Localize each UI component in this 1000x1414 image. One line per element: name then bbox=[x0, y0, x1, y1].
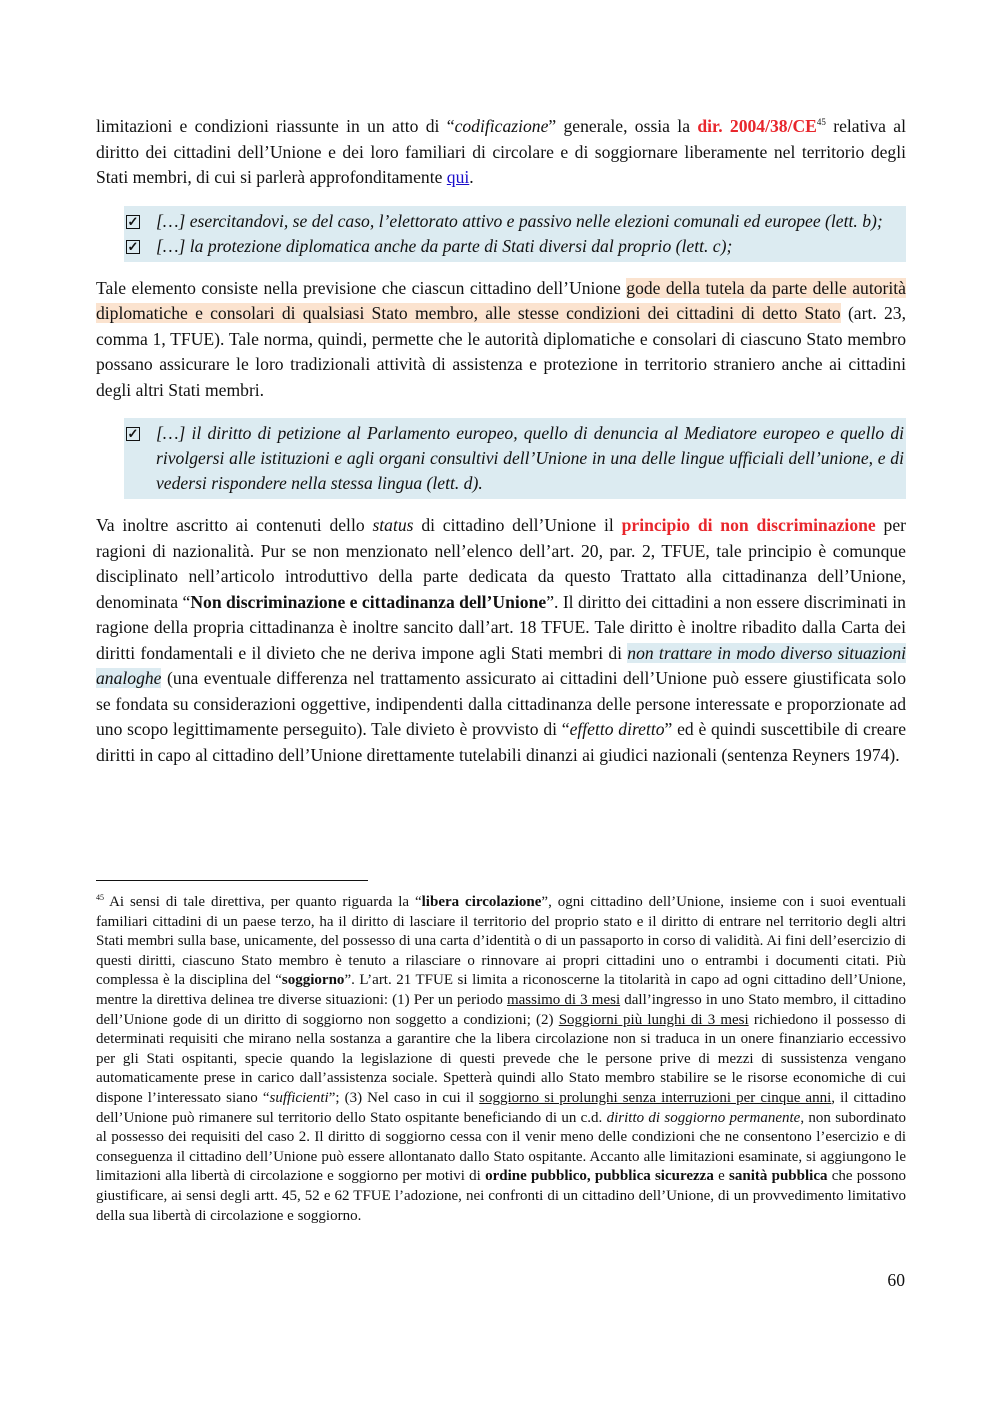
emphasis: status bbox=[372, 515, 414, 535]
text: che possono giustificare, ai sensi degli artt. 45, 52 e 62 TFUE l’adozione, nei confronti di un cittadino dell’Unione, di un provvedimento limitativo della sua libertà di circolazione e soggiorno. bbox=[96, 1168, 906, 1224]
paragraph-diplomatic-protection bbox=[96, 276, 906, 404]
list-item bbox=[124, 209, 906, 234]
emphasis: diritto di soggiorno permanente bbox=[606, 1109, 801, 1126]
bold: soggiorno bbox=[281, 972, 345, 989]
emphasis: effetto diretto bbox=[569, 719, 665, 739]
bold: libera circolazione bbox=[421, 894, 542, 910]
text: Tale elemento consiste nella previsione che ciascun cittadino dell’Unione bbox=[96, 277, 627, 298]
text: . bbox=[469, 167, 474, 187]
text: ” ed è quindi suscettibile di creare diritti in capo al cittadino dell’Unione direttamente tutelabili dinanzi ai giudici nazionali (sentenza Reyners 1974). bbox=[96, 719, 906, 765]
bold: ordine pubblico, pubblica sicurezza bbox=[485, 1168, 714, 1185]
underlined: soggiorno si prolunghi senza interruzioni per cinque anni bbox=[479, 1089, 832, 1106]
highlighted-emphasis: non trattare in modo diverso situazioni analoghe bbox=[96, 642, 907, 688]
text: Ai sensi di tale direttiva, per quanto riguarda la “ bbox=[104, 894, 422, 910]
text: , non subordinato al possesso dei requisiti del caso 2. Il diritto di soggiorno cessa con il venir meno delle condizioni che ne consentono l’esercizio e di conseguenza il cittadino dell’Unione può essere allontanato dallo Stato ospitante. Accanto alle limitazioni esaminate, si aggiungono le limitazioni alla libertà di circolazione e soggiorno per motivi di bbox=[96, 1109, 907, 1185]
footnote-45 bbox=[96, 893, 906, 1226]
text: ”; (3) Nel caso in cui il bbox=[328, 1089, 480, 1106]
text: dall’ingresso in uno Stato membro, il cittadino dell’Unione gode di un diritto di soggiorno non soggetto a condizioni; (2) bbox=[96, 991, 906, 1028]
list-item-text: […] la protezione diplomatica anche da parte di Stati diversi dal proprio (lett. c); bbox=[156, 235, 733, 256]
footnote-separator bbox=[96, 880, 368, 881]
qui-link[interactable]: qui bbox=[446, 167, 470, 187]
text: ”. L’art. 21 TFUE si limita a riconoscerne la titolarità in capo ad ogni cittadino dell’Unione, mentre la direttiva delinea tre diverse situazioni: (1) Per un periodo bbox=[96, 972, 906, 1008]
checkbox-icon: ✓ bbox=[127, 238, 139, 254]
text: (una eventuale differenza nel trattamento assicurato ai cittadini dell’Unione può essere giustificata solo se fondata su considerazioni oggettive, indipendenti dalla cittadinanza delle persone interessate e proporzionate ad uno scopo legittimamente perseguito). Tale divieto è provvisto di “ bbox=[96, 668, 906, 739]
paragraph-non-discrimination bbox=[96, 513, 906, 768]
checkbox-icon: ✓ bbox=[127, 213, 139, 229]
footnote-ref[interactable]: 45 bbox=[816, 117, 826, 128]
document-body bbox=[96, 114, 906, 768]
underlined: massimo di 3 mesi bbox=[506, 991, 621, 1008]
emphasis: codificazione bbox=[454, 116, 549, 136]
emphasis: sufficienti bbox=[269, 1089, 329, 1106]
rights-box-2 bbox=[124, 418, 906, 499]
text: richiedono il possesso di determinati requisiti che mirano nella sostanza a garantire che la libera circolazione non si traduca in un onere finanziario eccessivo per gli Stati ospitanti, specie quando la legislazione di questi prevede che le persone prive di mezzi di sussistenza vengano automaticamente prese in carico dall’assistenza sociale. Spetterà quindi allo Stato membro stabilire se le risorse economiche di cui dispone l’interessato siano “ bbox=[96, 1011, 906, 1106]
paragraph-directive bbox=[96, 114, 906, 191]
text: ”, ogni cittadino dell’Unione, insieme con i suoi eventuali familiari cittadini di un paese terzo, ha il diritto di lasciare il territorio del proprio stato e il diritto di entrare nel territorio degli altri Stati membri sulla base, unicamente, del possesso di una carta d’identità o di un passaporto in corso di validità. Ai fini dell’esercizio di questi diritti, ciascuno Stato membro è tenuto a rilasciare o rinnovare ai propri cittadini uno o entrambi i documenti citati. Più complessa è la disciplina del “ bbox=[96, 894, 907, 989]
text: ” generale, ossia la bbox=[548, 116, 698, 136]
text: relativa al diritto dei cittadini dell’Unione e dei loro familiari di circolare e di soggiornare liberamente nel territorio degli Stati membri, di cui si parlerà approfonditamente bbox=[96, 116, 907, 187]
list-item bbox=[124, 234, 906, 259]
text: di cittadino dell’Unione il bbox=[413, 515, 622, 535]
text: per ragioni di nazionalità. Pur se non menzionato nell’elenco dell’art. 20, par. 2, TFUE, tale principio è comunque disciplinato nell’articolo introduttivo della parte dedicata da questo Trattato alla cittadinanza dell’Unione, denominata “ bbox=[96, 515, 906, 612]
text: , il cittadino dell’Unione può rimanere sul territorio dello Stato ospitante beneficiando di un c.d. bbox=[96, 1089, 906, 1126]
rights-box-1 bbox=[124, 206, 906, 262]
list-item-text: […] il diritto di petizione al Parlamento europeo, quello di denuncia al Mediatore europeo e quello di rivolgersi alle istituzioni e agli organi consultivi dell’Unione in una delle lingue ufficiali dell’unione, e di vedersi rispondere nella stessa lingua (lett. d). bbox=[156, 423, 904, 493]
checkbox-icon: ✓ bbox=[127, 426, 139, 441]
text: (art. 23, comma 1, TFUE). Tale norma, quindi, permette che le autorità diplomatiche e consolari di ciascuno Stato membro possano assicurare le loro tradizionali attività di assistenza e protezione in territorio straniero anche ai cittadini degli altri Stati membri. bbox=[96, 303, 906, 400]
highlighted-text: gode della tutela da parte delle autorità diplomatiche e consolari di qualsiasi Stato membro, alle stesse condizioni dei cittadini di detto Stato bbox=[96, 277, 906, 323]
underlined: Soggiorni più lunghi di 3 mesi bbox=[558, 1011, 749, 1028]
list-item-text: […] esercitandovi, se del caso, l’elettorato attivo e passivo nelle elezioni comunali ed europee (lett. b); bbox=[156, 210, 883, 231]
text: ”. Il diritto dei cittadini a non essere discriminati in ragione della propria cittadinanza è inoltre sancito dall’art. 18 TFUE. Tale diritto è inoltre ribadito dalla Carta dei diritti fondamentali e il divieto che ne deriva impone agli Stati membri di bbox=[96, 591, 906, 663]
principle-highlight: principio di non discriminazione bbox=[621, 515, 876, 535]
text: e bbox=[713, 1168, 730, 1185]
footnote-number: 45 bbox=[96, 893, 104, 902]
text: limitazioni e condizioni riassunte in un atto di “ bbox=[96, 116, 455, 136]
bold-title: Non discriminazione e cittadinanza dell’Unione bbox=[190, 591, 547, 612]
bold: sanità pubblica bbox=[729, 1168, 828, 1185]
directive-reference: dir. 2004/38/CE bbox=[697, 116, 817, 136]
text: Va inoltre ascritto ai contenuti dello bbox=[96, 515, 373, 535]
list-item bbox=[124, 421, 906, 496]
page-number: 60 bbox=[887, 1270, 905, 1290]
